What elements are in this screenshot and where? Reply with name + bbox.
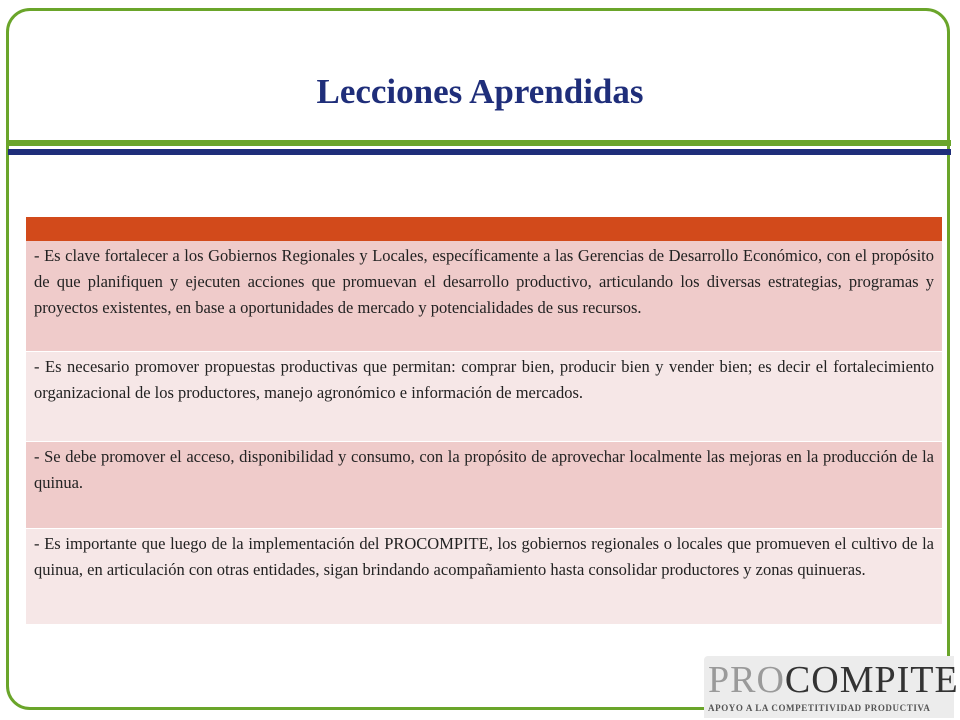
table-header — [26, 217, 942, 241]
logo-tagline: APOYO A LA COMPETITIVIDAD PRODUCTIVA — [708, 703, 931, 713]
table-row — [26, 352, 942, 442]
logo-wordmark — [708, 659, 959, 701]
table-row — [26, 241, 942, 352]
table-row — [26, 529, 942, 625]
row-text: - Es necesario promover propuestas productivas que permitan: comprar bien, producir bien y vender bien; es decir el fortalecimiento organizacional de los productores, manejo agronómico e información de mercados. — [34, 357, 934, 402]
row-text: - Es clave fortalecer a los Gobiernos Regionales y Locales, específicamente a las Gerencias de Desarrollo Económico, con el propósito de que planifiquen y ejecuten acciones que promuevan el desarrollo productivo, articulando los diversas estrategias, programas y proyectos existentes, en base a oportunidades de mercado y potencialidades de sus recursos. — [34, 246, 934, 317]
logo-part-compite: COMPITE — [784, 659, 959, 701]
lessons-table — [26, 217, 942, 625]
logo-part-pro: PRO — [708, 659, 785, 701]
title-divider-green — [8, 140, 951, 146]
slide-title: Lecciones Aprendidas — [316, 72, 644, 111]
title-divider-navy — [8, 149, 951, 155]
procompite-logo — [704, 656, 959, 718]
row-text: - Se debe promover el acceso, disponibilidad y consumo, con la propósito de aprovechar localmente las mejoras en la producción de la quinua. — [34, 447, 934, 492]
row-text: - Es importante que luego de la implementación del PROCOMPITE, los gobiernos regionales o locales que promueven el cultivo de la quinua, en articulación con otras entidades, sigan brindando acompañamiento hasta consolidar productores y zonas quinueras. — [34, 534, 934, 579]
table-row — [26, 442, 942, 529]
